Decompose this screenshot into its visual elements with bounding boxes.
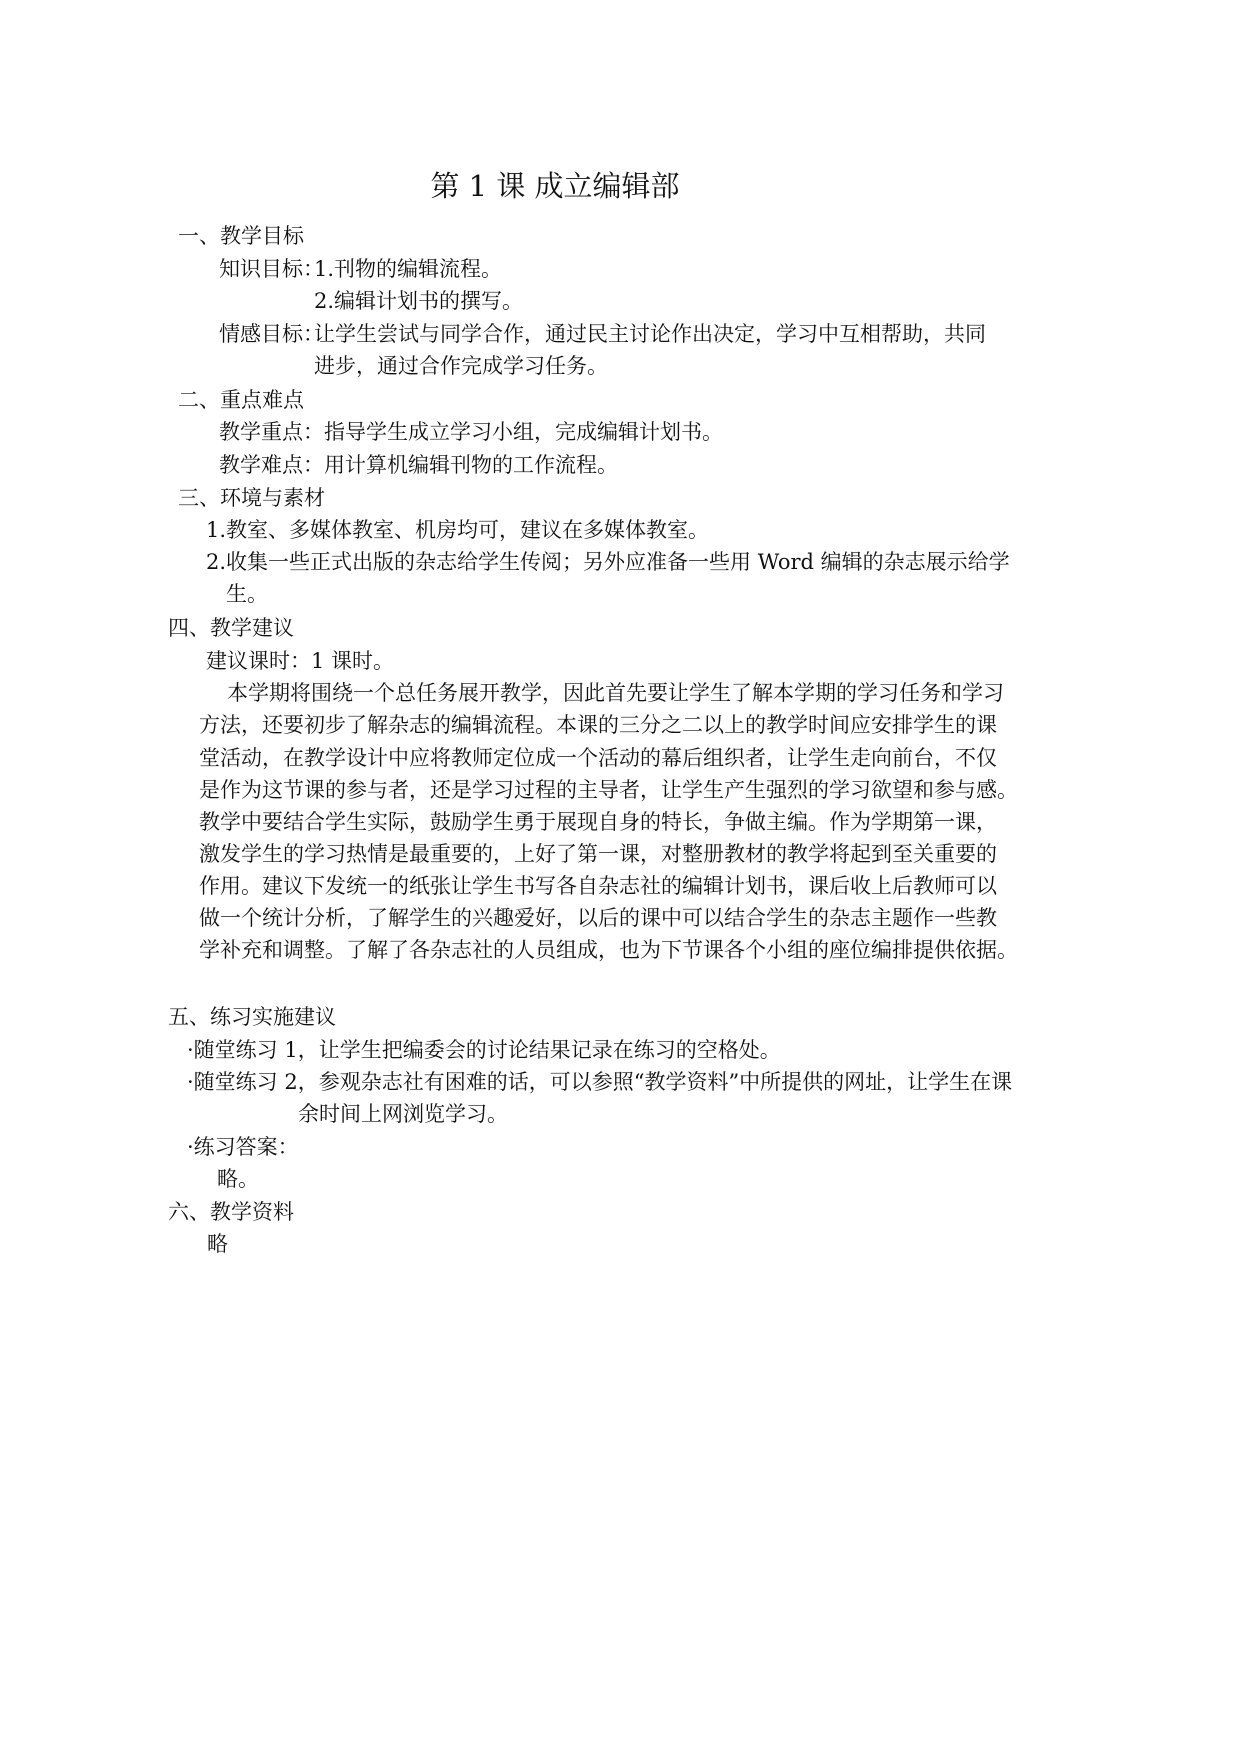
teaching-difficulty: 教学难点：用计算机编辑刊物的工作流程。 <box>219 453 618 477</box>
environment-item-2-line-2: 生。 <box>226 582 268 606</box>
section-4-heading: 四、教学建议 <box>168 616 294 640</box>
emotion-goal-label: 情感目标： <box>219 322 324 346</box>
teaching-materials-value: 略 <box>207 1232 228 1256</box>
suggestion-paragraph-line: 激发学生的学习热情是最重要的，上好了第一课，对整册教材的教学将起到至关重要的 <box>199 842 997 866</box>
page-title: 第 1 课 成立编辑部 <box>430 169 680 203</box>
suggestion-paragraph-line: 教学中要结合学生实际，鼓励学生勇于展现自身的特长，争做主编。作为学期第一课， <box>199 810 997 834</box>
section-5-heading: 五、练习实施建议 <box>168 1005 336 1029</box>
suggestion-paragraph-line: 学补充和调整。了解了各杂志社的人员组成，也为下节课各个小组的座位编排提供依据。 <box>199 938 1018 962</box>
emotion-goal-line-2: 进步，通过合作完成学习任务。 <box>314 354 608 378</box>
suggestion-paragraph-line: 做一个统计分析，了解学生的兴趣爱好，以后的课中可以结合学生的杂志主题作一些教 <box>199 906 997 930</box>
section-2-heading: 二、重点难点 <box>178 388 304 412</box>
knowledge-goal-2: 2.编辑计划书的撰写。 <box>314 289 524 313</box>
emotion-goal-line-1: 让学生尝试与同学合作，通过民主讨论作出决定，学习中互相帮助，共同 <box>314 322 986 346</box>
knowledge-goal-1: 1.刊物的编辑流程。 <box>314 257 503 281</box>
suggestion-paragraph-line: 本学期将围绕一个总任务展开教学，因此首先要让学生了解本学期的学习任务和学习 <box>227 681 1004 705</box>
exercise-2-line-2: 余时间上网浏览学习。 <box>298 1102 508 1126</box>
environment-item-2-line-1: 2.收集一些正式出版的杂志给学生传阅；另外应准备一些用 Word 编辑的杂志展示给学 <box>206 550 1010 574</box>
suggestion-paragraph-line: 堂活动，在教学设计中应将教师定位成一个活动的幕后组织者，让学生走向前台，不仅 <box>199 746 997 770</box>
suggestion-paragraph-line: 作用。建议下发统一的纸张让学生书写各自杂志社的编辑计划书，课后收上后教师可以 <box>199 874 997 898</box>
teaching-key-point: 教学重点：指导学生成立学习小组，完成编辑计划书。 <box>219 420 723 444</box>
exercise-answers-value: 略。 <box>217 1167 259 1191</box>
suggestion-paragraph-line: 是作为这节课的参与者，还是学习过程的主导者，让学生产生强烈的学习欲望和参与感。 <box>199 778 1018 802</box>
exercise-1: ·随堂练习 1，让学生把编委会的讨论结果记录在练习的空格处。 <box>187 1038 781 1062</box>
suggested-hours: 建议课时：1 课时。 <box>206 649 395 673</box>
section-3-heading: 三、环境与素材 <box>178 486 325 510</box>
exercise-2-line-1: ·随堂练习 2，参观杂志社有困难的话，可以参照“教学资料”中所提供的网址，让学生在课 <box>187 1070 1013 1094</box>
exercise-answers-label: ·练习答案： <box>187 1135 299 1159</box>
section-6-heading: 六、教学资料 <box>168 1200 294 1224</box>
knowledge-goal-label: 知识目标： <box>219 257 324 281</box>
environment-item-1: 1.教室、多媒体教室、机房均可，建议在多媒体教室。 <box>206 518 710 542</box>
suggestion-paragraph-line: 方法，还要初步了解杂志的编辑流程。本课的三分之二以上的教学时间应安排学生的课 <box>199 713 997 737</box>
section-1-heading: 一、教学目标 <box>178 224 304 248</box>
